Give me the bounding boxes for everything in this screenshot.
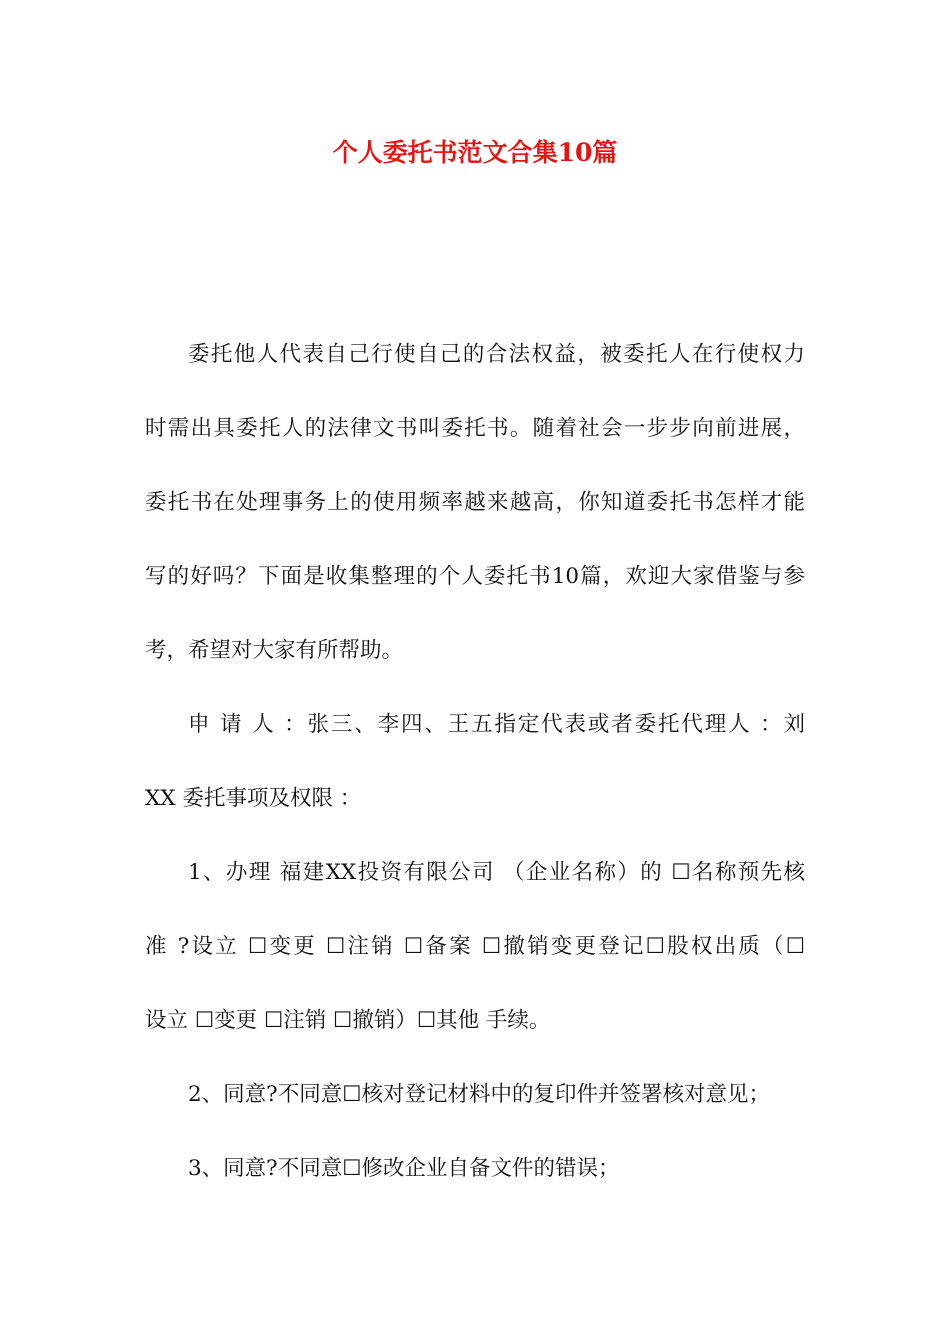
item-2-line: 2、同意?不同意☐核对登记材料中的复印件并签署核对意见； — [188, 1082, 770, 1107]
intro-line: 委托书在处理事务上的使用频率越来越高，你知道委托书怎样才能 — [145, 490, 805, 515]
item-3-line: 3、同意?不同意☐修改企业自备文件的错误； — [188, 1156, 620, 1181]
applicant-line: XX 委托事项及权限 ： — [145, 786, 362, 811]
item-3-paragraph — [145, 1132, 805, 1206]
item-1-line: 设立 ☐变更 ☐注销 ☐撤销）☐其他 手续。 — [145, 1008, 551, 1033]
intro-line: 考，希望对大家有所帮助。 — [145, 638, 404, 663]
applicant-line: 申 请 人 ：张三、李四、王五指定代表或者委托代理人 ：刘 — [188, 712, 805, 737]
applicant-paragraph — [145, 688, 805, 836]
item-2-paragraph — [145, 1058, 805, 1132]
item-1-paragraph — [145, 836, 805, 1058]
document-title: 个人委托书范文合集10篇 — [332, 138, 618, 167]
document-body — [145, 318, 805, 1206]
intro-paragraph — [145, 318, 805, 688]
intro-line: 写的好吗？下面是收集整理的个人委托书10篇，欢迎大家借鉴与参 — [145, 564, 805, 589]
intro-line: 时需出具委托人的法律文书叫委托书。随着社会一步步向前进展， — [145, 416, 805, 441]
intro-line: 委托他人代表自己行使自己的合法权益，被委托人在行使权力 — [188, 342, 805, 367]
item-1-line: 1、办理 福建XX投资有限公司 （企业名称）的 ☐名称预先核 — [188, 860, 805, 885]
item-1-line: 准 ?设立 ☐变更 ☐注销 ☐备案 ☐撤销变更登记☐股权出质（☐ — [145, 934, 805, 959]
